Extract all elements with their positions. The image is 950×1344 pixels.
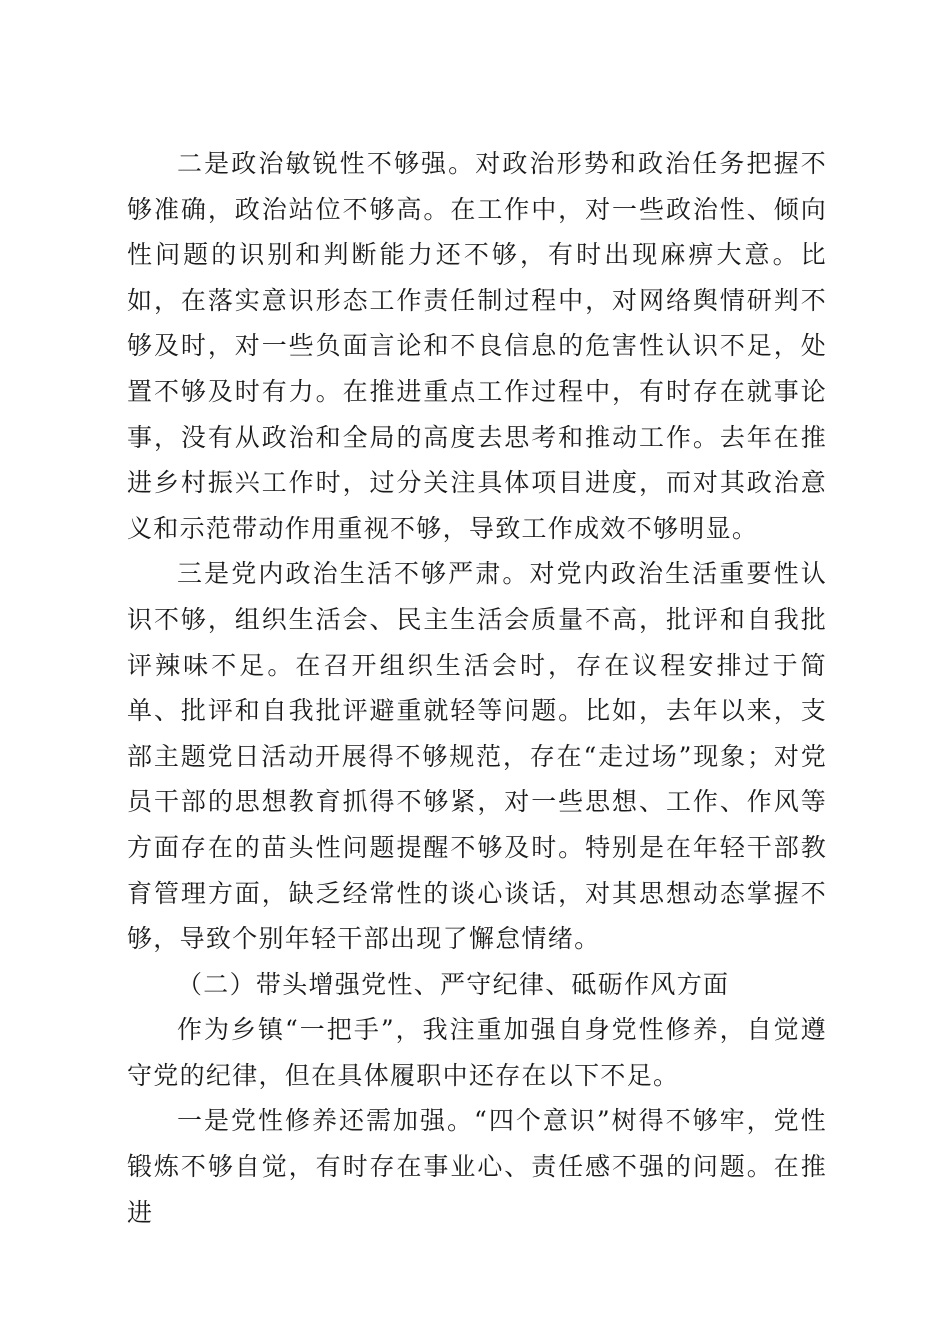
paragraph-party-cultivation: 一是党性修养还需加强。“四个意识”树得不够牢，党性锻炼不够自觉，有时存在事业心、责任感不强的问题。在推进	[127, 1106, 827, 1227]
paragraph-political-sensitivity: 二是政治敏锐性不够强。对政治形势和政治任务把握不够准确，政治站位不够高。在工作中，对一些政治性、倾向性问题的识别和判断能力还不够，有时出现麻痹大意。比如，在落实意识形态工作责任制过程中，对网络舆情研判不够及时，对一些负面言论和不良信息的危害性认识不足，处置不够及时有力。在推进重点工作过程中，有时存在就事论事，没有从政治和全局的高度去思考和推动工作。去年在推进乡村振兴工作时，过分关注具体项目进度，而对其政治意义和示范带动作用重视不够，导致工作成效不够明显。	[127, 149, 827, 543]
document-body	[127, 141, 827, 1235]
paragraph-section-intro: 作为乡镇“一把手”，我注重加强自身党性修养，自觉遵守党的纪律，但在具体履职中还存在以下不足。	[127, 1015, 827, 1090]
paragraph-party-political-life: 三是党内政治生活不够严肃。对党内政治生活重要性认识不够，组织生活会、民主生活会质量不高，批评和自我批评辣味不足。在召开组织生活会时，存在议程安排过于简单、批评和自我批评避重就轻等问题。比如，去年以来，支部主题党日活动开展得不够规范，存在“走过场”现象；对党员干部的思想教育抓得不够紧，对一些思想、工作、作风等方面存在的苗头性问题提醒不够及时。特别是在年轻干部教育管理方面，缺乏经常性的谈心谈话，对其思想动态掌握不够，导致个别年轻干部出现了懈怠情绪。	[127, 559, 827, 954]
section-heading: （二）带头增强党性、严守纪律、砥砺作风方面	[177, 969, 730, 999]
